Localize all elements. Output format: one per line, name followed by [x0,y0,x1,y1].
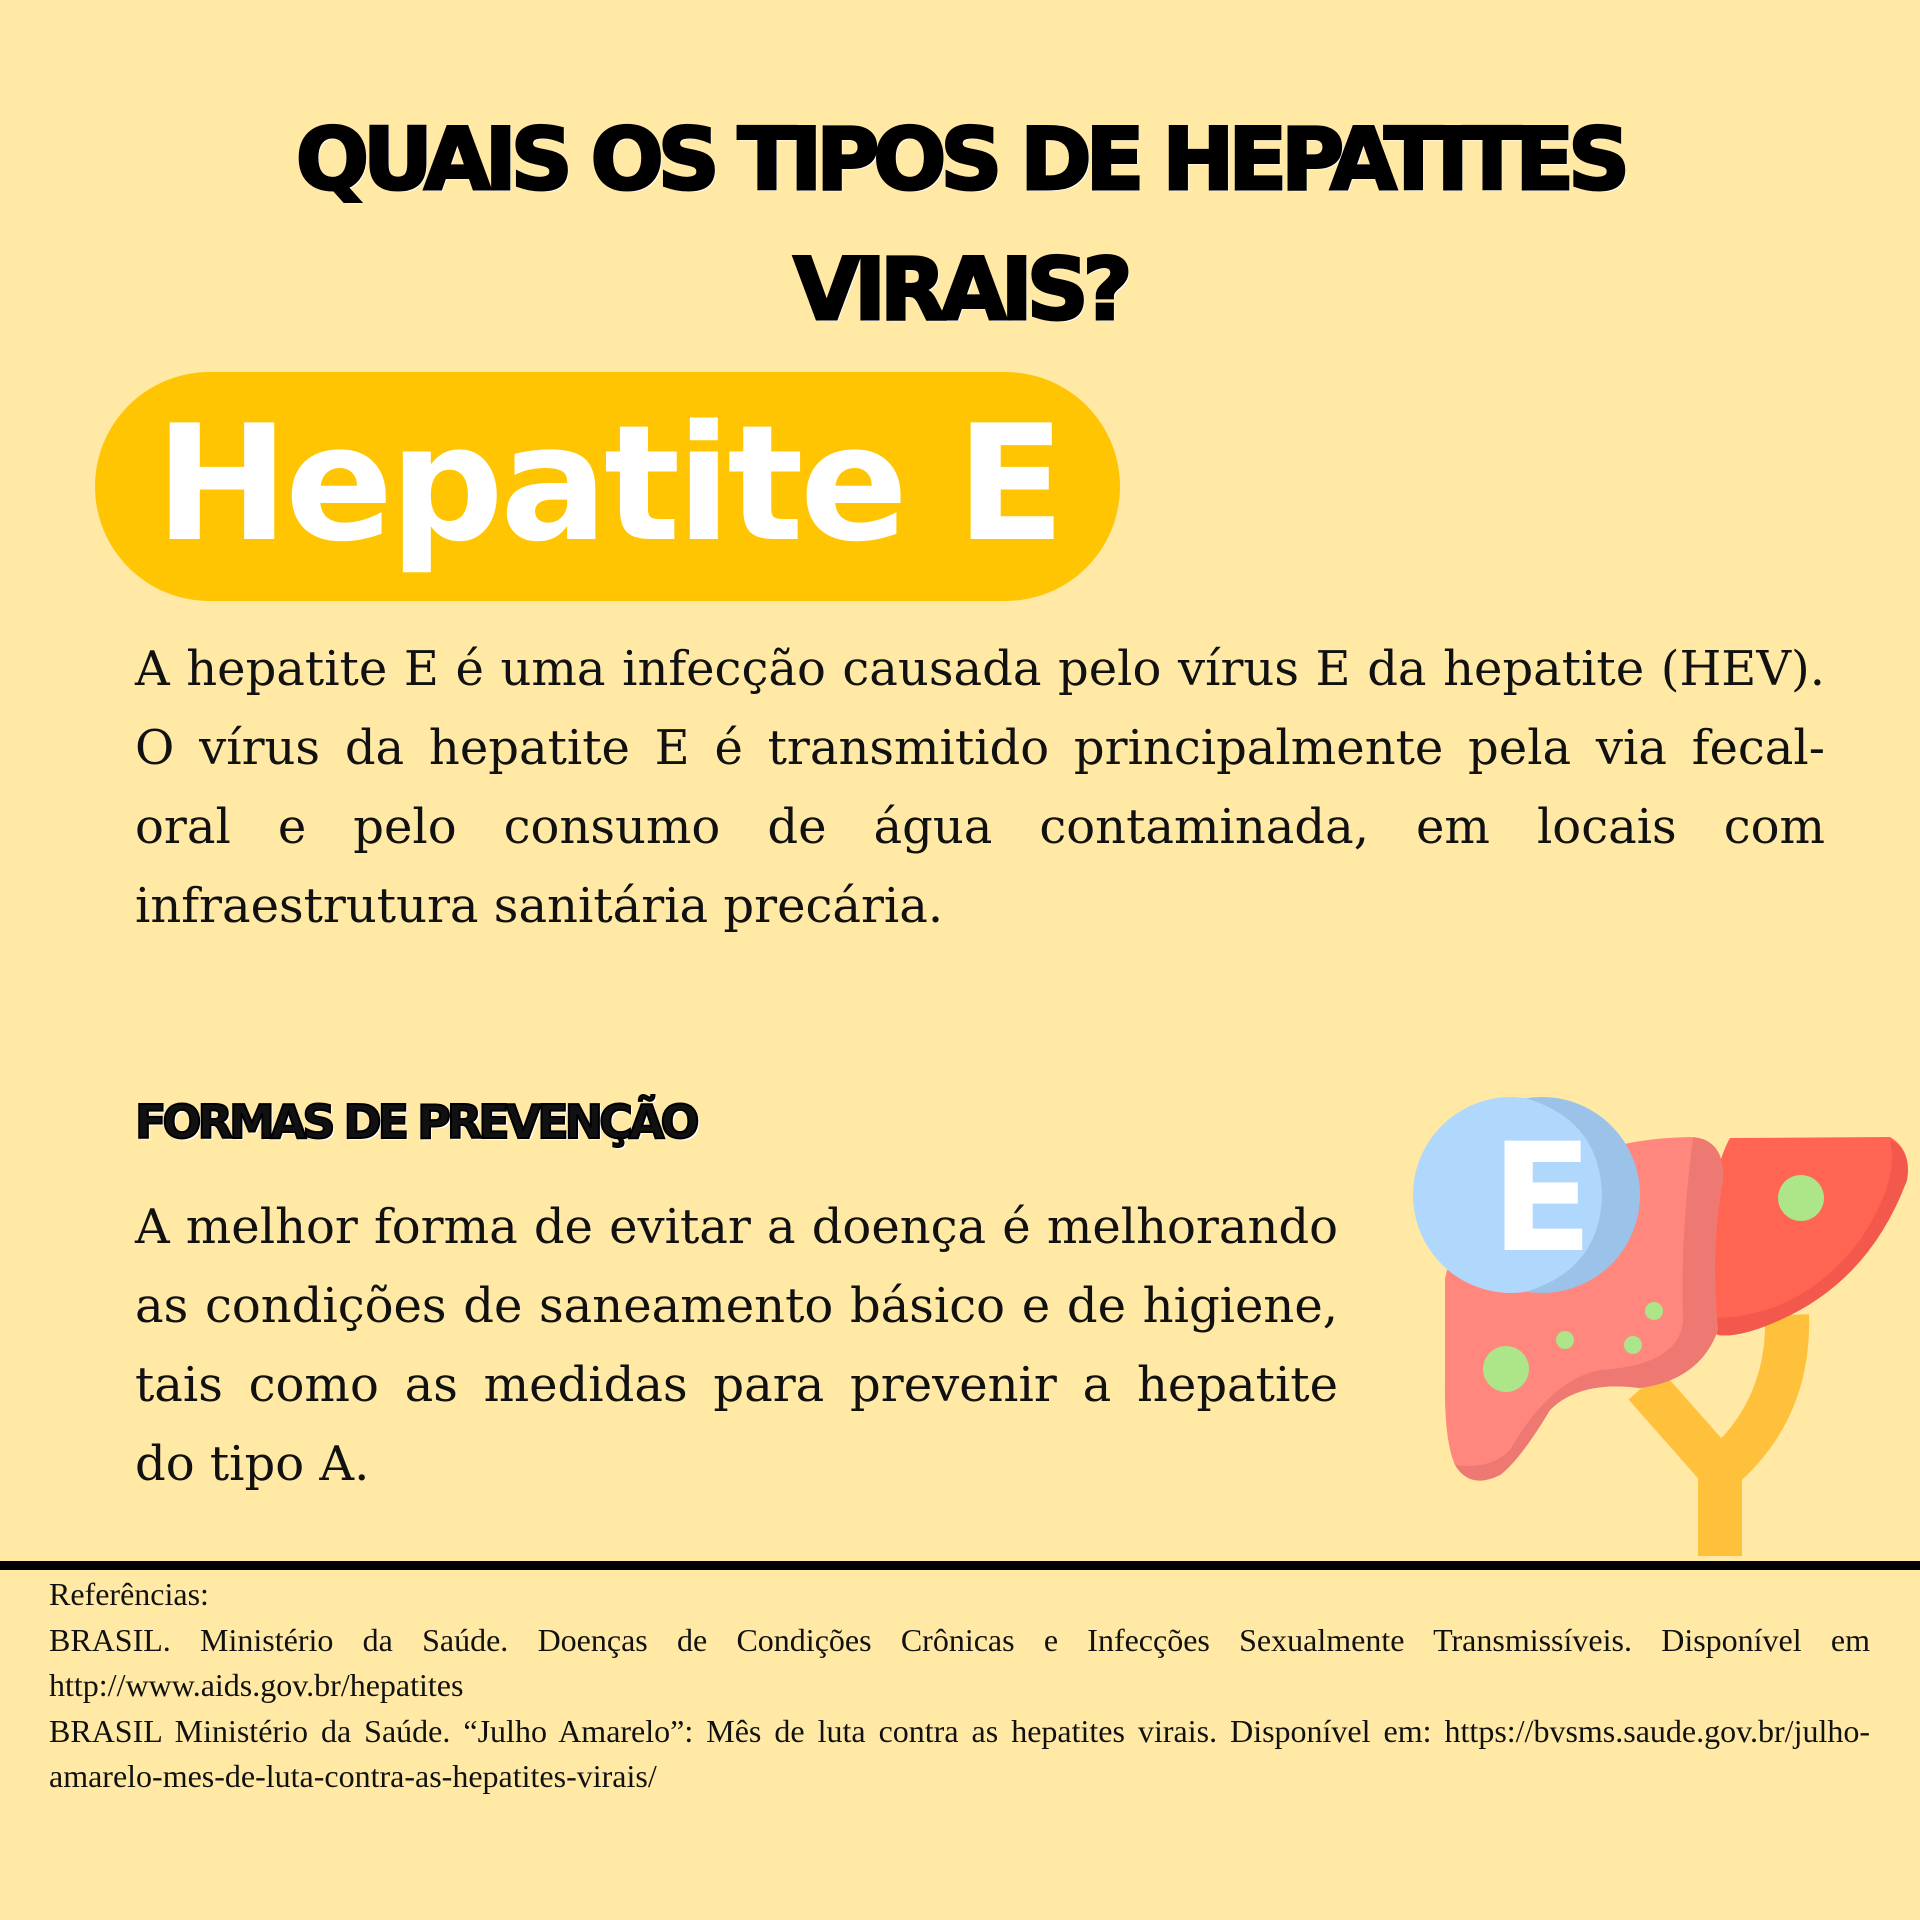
spot [1556,1331,1574,1349]
page-title [0,95,1920,355]
references-heading: Referências: [49,1576,209,1612]
spot [1624,1336,1642,1354]
reference-item: BRASIL Ministério da Saúde. “Julho Amarelo”: Mês de luta contra as hepatites virais. Disponível em: https://bvsms.saude.gov.br/julho-amarelo-mes-de-luta-contra-as-hepatites-virais/ [49,1712,1870,1794]
prevention-heading: FORMAS DE PREVENÇÃO [135,1095,696,1149]
divider [0,1561,1920,1570]
badge-label: Hepatite E [155,390,1062,577]
liver-hepatitis-e-icon [1400,1080,1920,1580]
prevention-paragraph: A melhor forma de evitar a doença é melhorando as condições de saneamento básico e de higiene, tais como as medidas para prevenir a hepatite do tipo A. [135,1199,1338,1492]
references [49,1572,1870,1800]
spot [1483,1346,1529,1392]
reference-item: BRASIL. Ministério da Saúde. Doenças de Condições Crônicas e Infecções Sexualmente Transmissíveis. Disponível em http://www.aids.gov.br/hepatites [49,1621,1870,1703]
intro-paragraph: A hepatite E é uma infecção causada pelo vírus E da hepatite (HEV). O vírus da hepatite E é transmitido principalmente pela via fecal-oral e pelo consumo de água contaminada, em locais com infraestrutura sanitária precária. [135,641,1825,934]
spot [1645,1302,1663,1320]
spot [1778,1175,1824,1221]
hepatitis-type-badge [95,372,1120,601]
virus-letter-e: E [1490,1112,1594,1286]
title-line-2: VIRAIS? [793,240,1127,340]
title-line-1: QUAIS OS TIPOS DE HEPATITES [295,110,1625,210]
